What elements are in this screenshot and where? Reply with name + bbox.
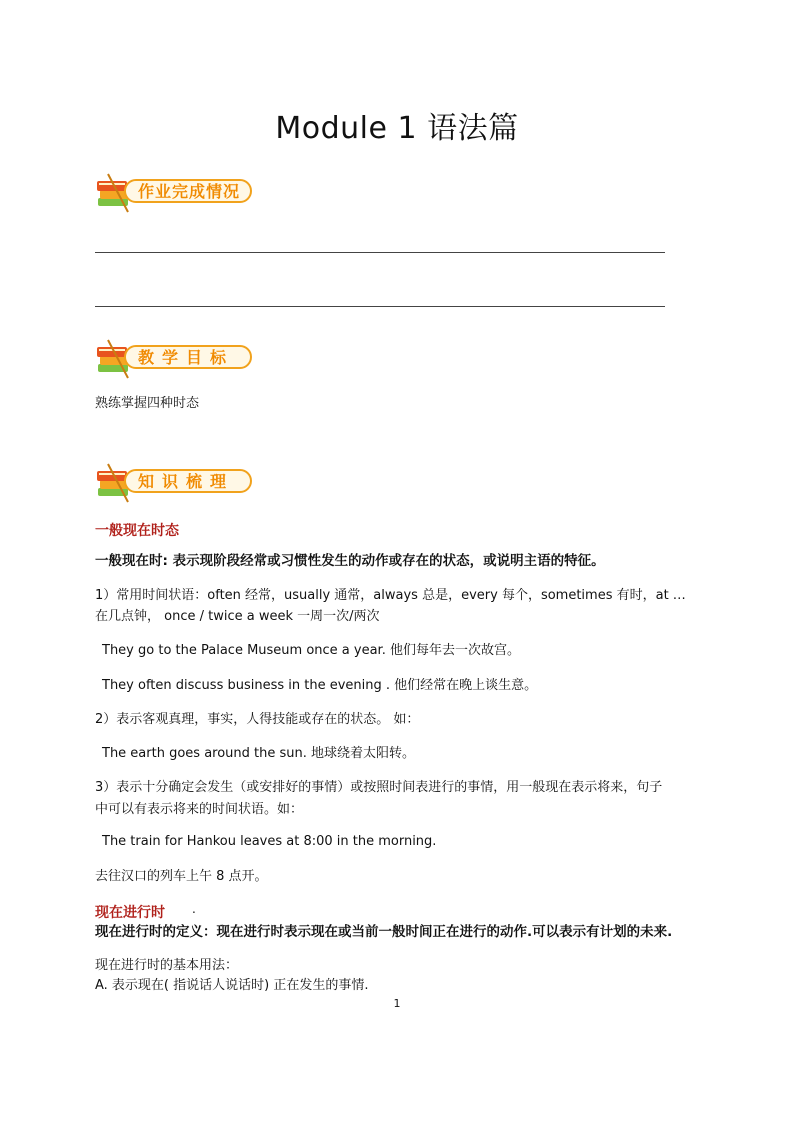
- section-tag-goals: [94, 338, 264, 382]
- section-tag-label: 教学目标: [138, 348, 235, 367]
- goals-text: 熟练掌握四种时态: [95, 396, 200, 411]
- point-1-line-1: 1）常用时间状语：often 经常，usually 通常，always 总是，every 每个，sometimes 有时，at …: [95, 588, 686, 603]
- page-title: Module 1 语法篇: [275, 111, 519, 146]
- point-1-line-2: 在几点钟， once / twice a week 一周一次/两次: [95, 609, 380, 624]
- point-3-line-2: 中可以有表示将来的时间状语。如：: [95, 802, 304, 817]
- section-tag-label: 作业完成情况: [138, 182, 241, 201]
- heading-dot: .: [192, 902, 196, 916]
- usage-title: 现在进行时的基本用法：: [95, 958, 239, 973]
- point-2: 2）表示客观真理，事实，人得技能或存在的状态。 如：: [95, 712, 420, 727]
- answer-line[interactable]: [95, 252, 665, 253]
- example-sentence: The earth goes around the sun. 地球绕着太阳转。: [102, 746, 416, 761]
- point-3-line-1: 3）表示十分确定会发生（或安排好的事情）或按照时间表进行的事情，用一般现在表示将来，句子: [95, 780, 663, 795]
- usage-a: A. 表示现在( 指说话人说话时) 正在发生的事情.: [95, 978, 369, 993]
- section-tag-label: 知识梳理: [138, 472, 235, 491]
- example-translation: 去往汉口的列车上午 8 点开。: [95, 869, 268, 884]
- section-tag-homework: [94, 172, 264, 216]
- simple-present-definition: 一般现在时: 表示现阶段经常或习惯性发生的动作或存在的状态，或说明主语的特征。: [95, 553, 605, 569]
- example-sentence: The train for Hankou leaves at 8:00 in the morning.: [102, 834, 437, 849]
- example-sentence: They go to the Palace Museum once a year. 他们每年去一次故宫。: [102, 643, 520, 658]
- section-tag-knowledge: [94, 462, 264, 506]
- heading-simple-present: 一般现在时态: [95, 523, 179, 539]
- answer-line[interactable]: [95, 306, 665, 307]
- heading-present-continuous: 现在进行时: [95, 905, 165, 921]
- present-continuous-definition: 现在进行时的定义：现在进行时表示现在或当前一般时间正在进行的动作.可以表示有计划的未来.: [95, 924, 673, 940]
- example-sentence: They often discuss business in the evening . 他们经常在晚上谈生意。: [102, 678, 538, 693]
- page-number: 1: [393, 997, 401, 1010]
